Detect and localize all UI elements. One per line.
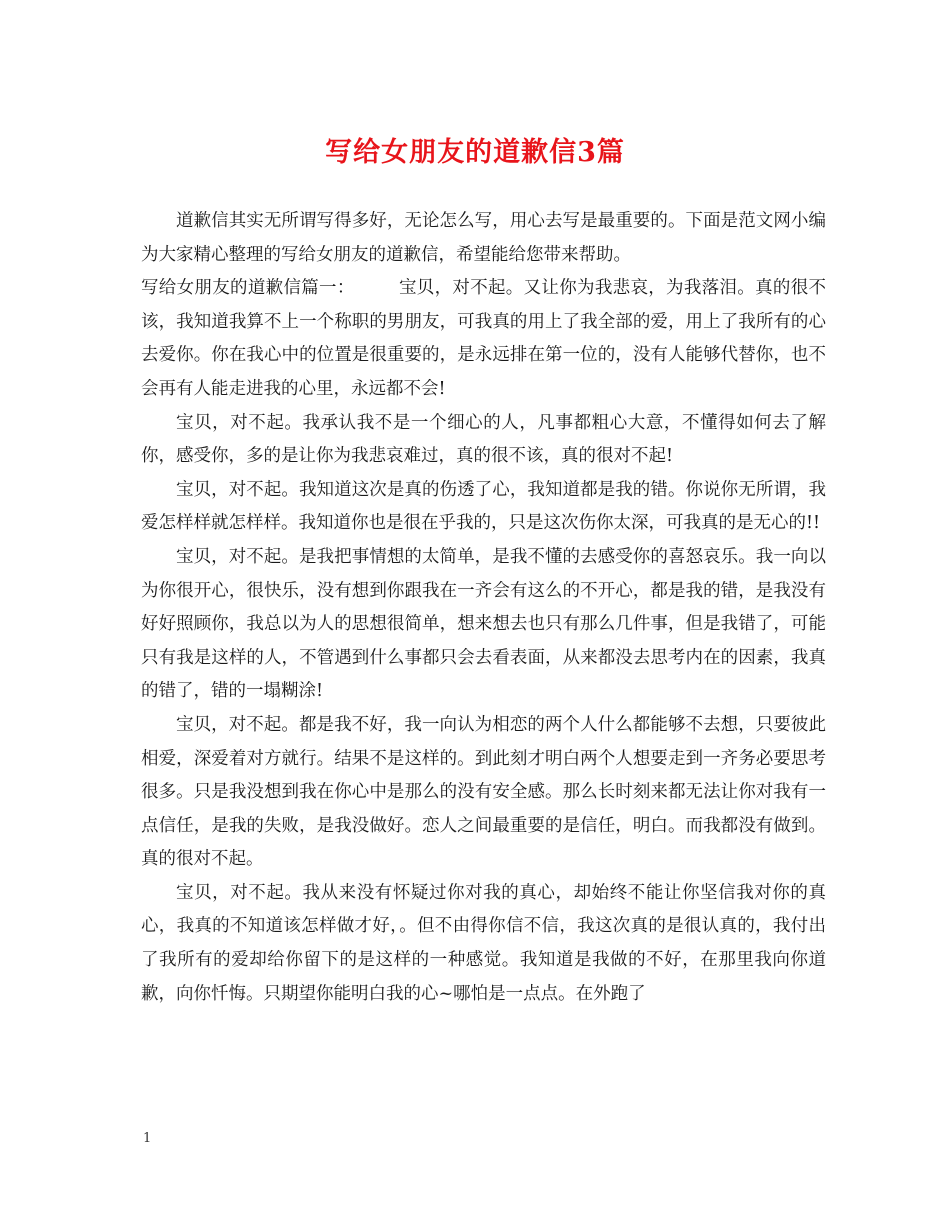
paragraph-6: 宝贝，对不起。我从来没有怀疑过你对我的真心，却始终不能让你坚信我对你的真心，我真的不知道该怎样做才好，。但不由得你信不信，我这次真的是很认真的，我付出了我所有的爱却给你留下的是这样的一种感觉。我知道是我做的不好，在那里我向你道歉，向你忏悔。只期望你能明白我的心~哪怕是一点点。在外跑了 bbox=[141, 882, 826, 1004]
paragraph-2: 宝贝，对不起。我承认我不是一个细心的人，凡事都粗心大意，不懂得如何去了解你，感受你，多的是让你为我悲哀难过，真的很不该，真的很对不起! bbox=[141, 412, 826, 467]
intro-paragraph: 道歉信其实无所谓写得多好，无论怎么写，用心去写是最重要的。下面是范文网小编为大家精心整理的写给女朋友的道歉信，希望能给您带来帮助。 bbox=[141, 211, 826, 265]
document-title: 写给女朋友的道歉信3篇 bbox=[325, 137, 625, 168]
document-body bbox=[141, 205, 826, 1011]
paragraph-1: 宝贝，对不起。又让你为我悲哀，为我落泪。真的很不该，我知道我算不上一个称职的男朋友，可我真的用上了我全部的爱，用上了我所有的心去爱你。你在我心中的位置是很重要的，是永远排在第一位的，没有人能够代替你，也不会再有人能走进我的心里，永远都不会! bbox=[141, 278, 827, 399]
page-number: 1 bbox=[143, 1131, 152, 1146]
paragraph-4: 宝贝，对不起。是我把事情想的太简单，是我不懂的去感受你的喜怒哀乐。我一向以为你很开心，很快乐，没有想到你跟我在一齐会有这么的不开心，都是我的错，是我没有好好照顾你，我总以为人的思想很简单，想来想去也只有那么几件事，但是我错了，可能只有我是这样的人，不管遇到什么事都只会去看表面，从来都没去思考内在的因素，我真的错了，错的一塌糊涂! bbox=[141, 546, 826, 702]
section-heading: 写给女朋友的道歉信篇一： bbox=[141, 278, 355, 299]
paragraph-3: 宝贝，对不起。我知道这次是真的伤透了心，我知道都是我的错。你说你无所谓，我爱怎样样就怎样样。我知道你也是很在乎我的，只是这次伤你太深，可我真的是无心的!! bbox=[141, 479, 826, 534]
paragraph-5: 宝贝，对不起。都是我不好，我一向认为相恋的两个人什么都能够不去想，只要彼此相爱，深爱着对方就行。结果不是这样的。到此刻才明白两个人想要走到一齐务必要思考很多。只是我没想到我在你心中是那么的没有安全感。那么长时刻来都无法让你对我有一点信任，是我的失败，是我没做好。恋人之间最重要的是信任，明白。而我都没有做到。真的很对不起。 bbox=[141, 714, 826, 870]
first-letter-paragraph bbox=[141, 272, 826, 406]
